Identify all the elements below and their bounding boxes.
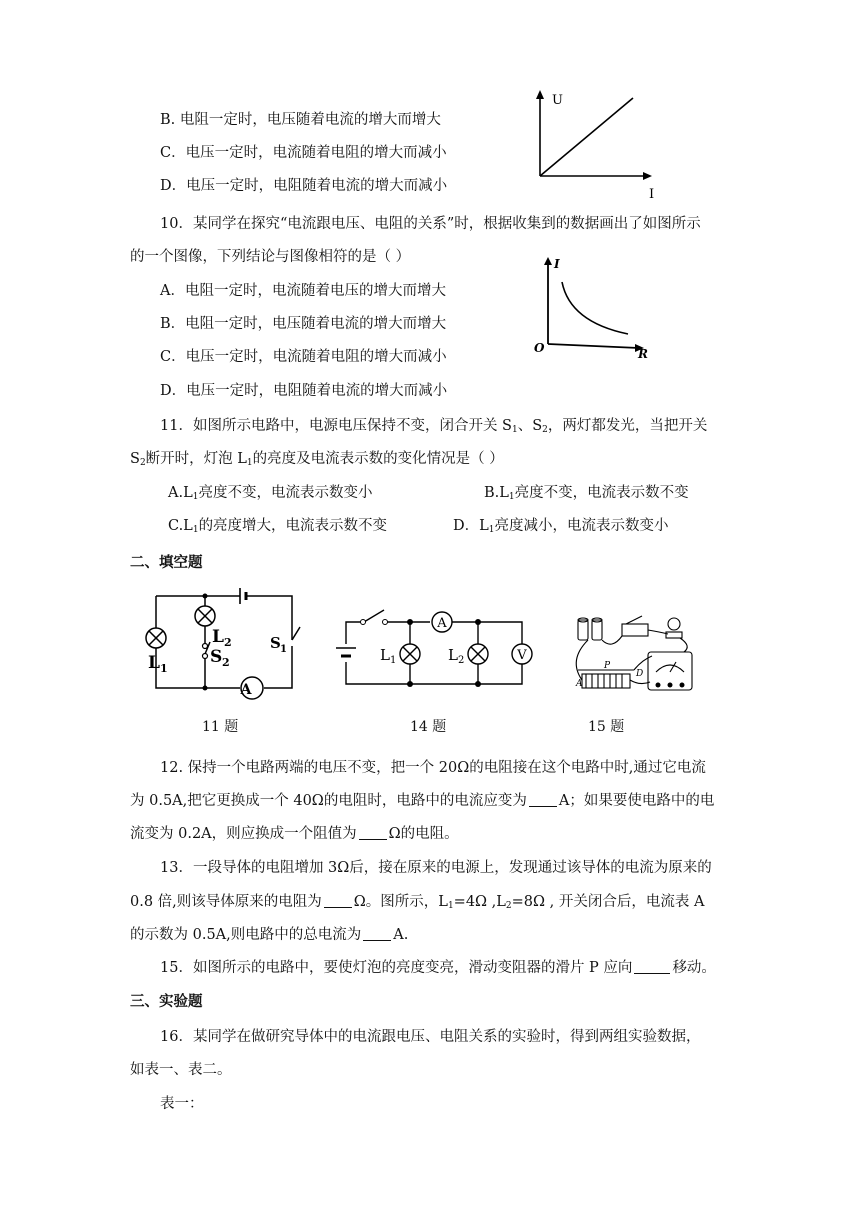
q11-option-d: D．$L_1$亮度减小，电流表示数变小 <box>453 518 669 535</box>
svg-text:A: A <box>576 679 583 689</box>
svg-text:S: S <box>210 647 223 667</box>
svg-text:2: 2 <box>222 656 230 669</box>
q11-text-line1: 11．如图所示电路中，电源电压保持不变，闭合开关 $S_1$、$S_2$，两灯都发光，当把开关 <box>160 418 708 435</box>
linear-line <box>540 98 633 176</box>
q13-text-line3: 的示数为 0.5A,则电路中的总电流为 A. <box>130 927 409 943</box>
section-heading-fill-in: 二、填空题 <box>130 555 203 571</box>
caption-figure-15: 15 题 <box>588 719 625 735</box>
svg-text:R: R <box>638 347 648 360</box>
q10-option-b: B．电阻一定时，电压随着电流的增大而增大 <box>160 316 447 332</box>
svg-text:A: A <box>240 682 252 698</box>
graph-x-label: I <box>649 187 655 200</box>
caption-figure-11: 11 题 <box>202 719 239 735</box>
q16-text-line1: 16．某同学在做研究导体中的电流跟电压、电阻关系的实验时，得到两组实验数据， <box>160 1029 701 1045</box>
svg-text:L: L <box>448 646 458 664</box>
q16-text-line2: 如表一、表二。 <box>130 1062 232 1078</box>
caption-figure-14: 14 题 <box>410 719 447 735</box>
q9-option-b: B. 电阻一定时，电压随着电流的增大而增大 <box>160 112 441 128</box>
svg-text:V: V <box>517 648 527 663</box>
circuit-figure-11 <box>140 582 302 704</box>
q12-text-line1: 12. 保持一个电路两端的电压不变，把一个 20Ω的电阻接在这个电路中时,通过它电流 <box>160 760 706 776</box>
svg-text:L: L <box>380 646 390 664</box>
q10-option-d: D．电压一定时，电阻随着电流的增大而减小 <box>160 383 448 399</box>
u-i-graph <box>525 88 665 200</box>
q11-option-c: $C.L_1$的亮度增大，电流表示数不变 <box>168 518 388 535</box>
table1-label: 表一： <box>160 1096 204 1112</box>
svg-text:1: 1 <box>390 655 397 666</box>
answer-blank[interactable] <box>529 793 557 807</box>
q10-option-c: C．电压一定时，电流随着电阻的增大而减小 <box>160 349 447 365</box>
q11-option-b: $B.L_1$亮度不变，电流表示数不变 <box>484 485 689 502</box>
svg-text:I: I <box>554 257 560 271</box>
answer-blank[interactable] <box>324 894 352 908</box>
svg-text:O: O <box>534 341 545 355</box>
i-r-graph <box>528 252 656 360</box>
q10-option-a: A．电阻一定时，电流随着电压的增大而增大 <box>160 283 446 299</box>
q9-option-d: D．电压一定时，电阻随着电流的增大而减小 <box>160 178 448 194</box>
svg-text:1: 1 <box>280 644 287 655</box>
svg-text:D: D <box>636 669 644 679</box>
svg-text:L: L <box>212 627 224 647</box>
svg-text:S: S <box>270 634 281 652</box>
answer-blank[interactable] <box>634 960 670 974</box>
svg-text:P: P <box>604 661 611 671</box>
q13-text-line1: 13．一段导体的电阻增加 3Ω后，接在原来的电源上，发现通过该导体的电流为原来的 <box>160 860 712 876</box>
q10-text-line1: 10．某同学在探究“电流跟电压、电阻的关系”时，根据收集到的数据画出了如图所示 <box>160 216 701 232</box>
svg-text:2: 2 <box>458 655 465 666</box>
svg-text:2: 2 <box>224 636 232 649</box>
svg-text:L: L <box>148 653 160 673</box>
q10-text-line2: 的一个图像，下列结论与图像相符的是（ ） <box>130 249 411 265</box>
graph-y-label: U <box>552 93 563 108</box>
q11-text-line2: $S_2$断开时，灯泡 $L_1$的亮度及电流表示数的变化情况是（ ） <box>130 451 504 468</box>
answer-blank[interactable] <box>363 927 391 941</box>
q15-text: 15．如图所示的电路中，要使灯泡的亮度变亮，滑动变阻器的滑片 P 应向 移动。 <box>160 960 716 976</box>
q12-text-line3: 流变为 0.2A，则应换成一个阻值为 Ω的电阻。 <box>130 826 459 842</box>
circuit-figure-14 <box>330 608 538 690</box>
answer-blank[interactable] <box>359 826 387 840</box>
q12-text-line2: 为 0.5A,把它更换成一个 40Ω的电阻时，电路中的电流应变为 A；如果要使电路中的电 <box>130 793 715 809</box>
apparatus-figure-15 <box>560 610 700 700</box>
svg-text:1: 1 <box>160 662 168 675</box>
q9-option-c: C．电压一定时，电流随着电阻的增大而减小 <box>160 145 447 161</box>
svg-text:A: A <box>437 616 447 631</box>
q13-text-line2: 0.8 倍,则该导体原来的电阻为 Ω。图所示，$L_1=4\Omega$ $,L_2=8\Omega$ , 开关闭合后，电流表 A <box>130 894 705 911</box>
inverse-curve <box>562 282 628 334</box>
section-heading-experiment: 三、实验题 <box>130 994 203 1010</box>
q11-option-a: $A.L_1$亮度不变，电流表示数变小 <box>168 485 373 502</box>
